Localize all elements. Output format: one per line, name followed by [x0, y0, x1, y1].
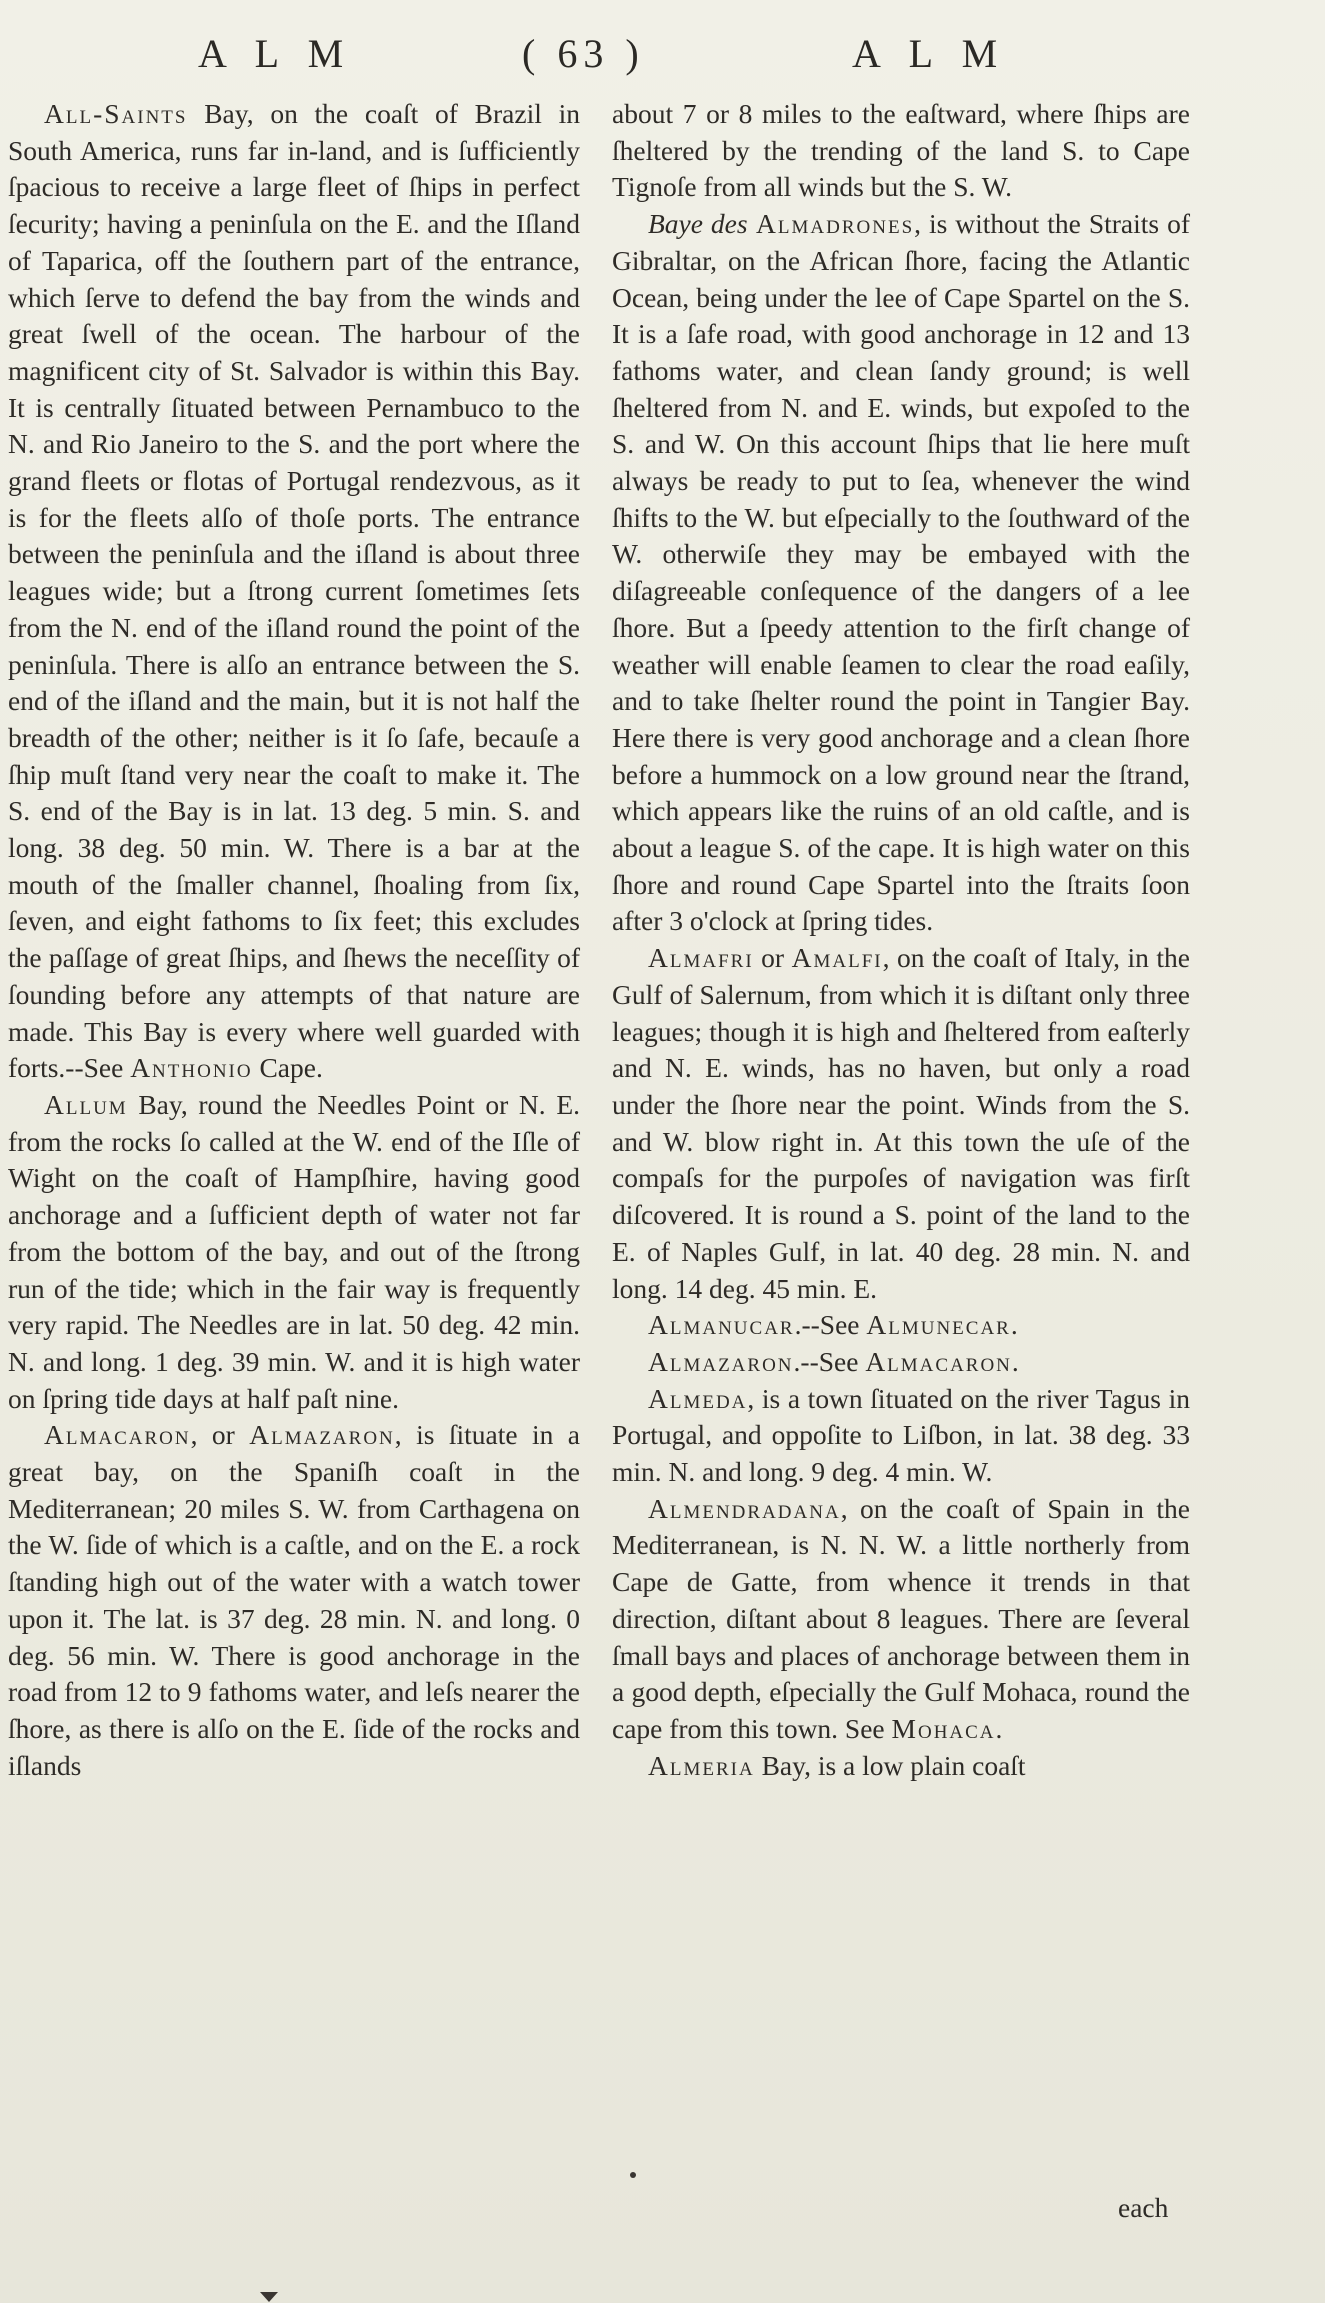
entry-almanucar — [612, 1307, 1190, 1344]
entry-headword: Almacaron — [44, 1419, 191, 1451]
page-number: ( 63 ) — [522, 31, 645, 76]
right-column — [612, 96, 1190, 1784]
entry-almacaron — [8, 1417, 580, 1784]
printer-mark-bullet — [630, 2172, 636, 2178]
printer-mark-arrow — [260, 2292, 278, 2302]
entry-joiner: or — [753, 942, 792, 974]
entry-headword: Almeda — [648, 1382, 748, 1414]
entry-text: Bay, round the Needles Point or N. E. from the rocks ſo called at the W. end of the Iſle of Wight on the coaſt of Hampſhire, having good anchorage and a ſufficient depth of water not far from the bottom of the bay, and out of the ſtrong run of the tide; which in the fair way is frequently very rapid. The Needles are in lat. 50 deg. 42 min. N. and long. 1 deg. 39 min. W. and it is high water on ſpring tide days at half paſt nine. — [8, 1088, 580, 1414]
entry-text-tail: Cape. — [252, 1052, 323, 1084]
running-head-left: A L M — [198, 31, 354, 76]
entry-almeria-bay — [612, 1748, 1190, 1785]
entry-headword: Almafri — [648, 942, 754, 974]
entry-headword: Almanucar — [648, 1309, 795, 1341]
entry-headword-alt: Amalfi — [791, 942, 883, 974]
entry-text: , on the coaſt of Italy, in the Gulf of Salernum, from which it is diſtant only three leagues; though it is high and ſheltered from eaſterly and N. E. winds, has no haven, but only a road under the ſhore near the point. Winds from the S. and W. blow right in. At this town the uſe of the compaſs for the purpoſes of navigation was firſt diſcovered. It is round a S. point of the land to the E. of Naples Gulf, in lat. 40 deg. 28 min. N. and long. 14 deg. 45 min. E. — [612, 942, 1190, 1304]
entry-headword: Almendradana — [648, 1492, 841, 1524]
entry-headword: Allum — [44, 1088, 128, 1120]
cross-reference: Almunecar. — [866, 1309, 1020, 1341]
cross-reference: Mohaca — [891, 1712, 996, 1744]
entry-text: , is without the Straits of Gibraltar, on the African ſhore, facing the Atlantic Ocean, being under the lee of Cape Spartel on the S. It is a ſafe road, with good anchorage in 12 and 13 fathoms water, and clean ſandy ground; is well ſheltered from N. and E. winds, but expoſed to the S. and W. On this account ſhips that lie here muſt always be ready to put to ſea, whenever the wind ſhifts to the W. but eſpecially to the ſouthward of the W. otherwiſe they may be embayed with the diſagreeable conſequence of the dangers of a lee ſhore. But a ſpeedy attention to the firſt change of weather will enable ſeamen to clear the road eaſily, and to take ſhelter round the point in Tangier Bay. Here there is very good anchorage and a clean ſhore before a hummock on a low ground near the ſtrand, which appears like the ruins of an old caſtle, and is about a league S. of the cape. It is high water on this ſhore and round Cape Spartel into the ſtraits ſoon after 3 o'clock at ſpring tides. — [612, 208, 1190, 937]
entry-joiner: .--See — [794, 1309, 867, 1341]
entry-almazaron — [612, 1344, 1190, 1381]
entry-text: , on the coaſt of Spain in the Mediterranean, is N. N. W. a little northerly from Cape de Gatte, from whence it trends in that direction, diſtant about 8 leagues. There are ſeveral ſmall bays and places of anchorage between them in a good depth, eſpecially the Gulf Mohaca, round the cape from this town. See — [612, 1492, 1190, 1744]
entry-headword: Almadrones — [747, 208, 915, 240]
entry-joiner: , or — [190, 1419, 250, 1451]
entry-allum-bay — [8, 1087, 580, 1417]
cross-reference: Anthonio — [130, 1052, 253, 1084]
entry-almendradana — [612, 1491, 1190, 1748]
entry-text-tail: . — [995, 1712, 1003, 1744]
entry-headword-alt: Almazaron — [249, 1419, 395, 1451]
entry-continuation — [612, 96, 1190, 206]
entry-almeda — [612, 1381, 1190, 1491]
entry-almafri — [612, 940, 1190, 1307]
entry-headword: Almeria — [648, 1749, 755, 1781]
entry-all-saints-bay — [8, 96, 580, 1087]
entry-text: about 7 or 8 miles to the eaſtward, where ſhips are ſheltered by the trending of the land S. to Cape Tignoſe from all winds but the S. W. — [612, 98, 1190, 203]
catchword: each — [1118, 2192, 1169, 2223]
entry-headword: Almazaron — [648, 1345, 794, 1377]
running-head-right: A L M — [852, 31, 1008, 76]
entry-text: Bay, is a low plain coaſt — [754, 1749, 1026, 1781]
entry-text: , is ſituate in a great bay, on the Spaniſh coaſt in the Mediterranean; 20 miles S. W. from Carthagena on the W. ſide of which is a caſtle, and on the E. a rock ſtanding high out of the water with a watch tower upon it. The lat. is 37 deg. 28 min. N. and long. 0 deg. 56 min. W. There is good anchorage in the road from 12 to 9 fathoms water, and leſs nearer the ſhore, as there is alſo on the E. ſide of the rocks and iſlands — [8, 1419, 580, 1781]
entry-almadrones — [612, 206, 1190, 940]
entry-joiner: .--See — [793, 1345, 866, 1377]
cross-reference: Almacaron. — [865, 1345, 1021, 1377]
entry-prefix: Baye des — [648, 208, 748, 240]
entry-headword: All-Saints — [44, 98, 188, 129]
left-column — [8, 96, 580, 1784]
entry-text: Bay, on the coaſt of Brazil in South America, runs far in-land, and is ſufficiently ſpacious to receive a large fleet of ſhips in perfect ſecurity; having a peninſula on the E. and the Iſland of Taparica, off the ſouthern part of the entrance, which ſerve to defend the bay from the winds and great ſwell of the ocean. The harbour of the magnificent city of St. Salvador is within this Bay. It is centrally ſituated between Pernambuco to the N. and Rio Janeiro to the S. and the port where the grand fleets or flotas of Portugal rendezvous, as it is for the fleets alſo of thoſe ports. The entrance between the peninſula and the iſland is about three leagues wide; but a ſtrong current ſometimes ſets from the N. end of the iſland round the point of the peninſula. There is alſo an entrance between the S. end of the iſland and the main, but it is not half the breadth of the other; neither is it ſo ſafe, becauſe a ſhip muſt ſtand very near the coaſt to make it. The S. end of the Bay is in lat. 13 deg. 5 min. S. and long. 38 deg. 50 min. W. There is a bar at the mouth of the ſmaller channel, ſhoaling from ſix, ſeven, and eight fathoms to ſix feet; this excludes the paſſage of great ſhips, and ſhews the neceſſity of ſounding before any attempts of that nature are made. This Bay is every where well guarded with forts.--See — [8, 98, 580, 1084]
entry-text: , is a town ſituated on the river Tagus in Portugal, and oppoſite to Liſbon, in lat. 38 deg. 33 min. N. and long. 9 deg. 4 min. W. — [612, 1382, 1190, 1488]
running-head — [0, 30, 1325, 80]
